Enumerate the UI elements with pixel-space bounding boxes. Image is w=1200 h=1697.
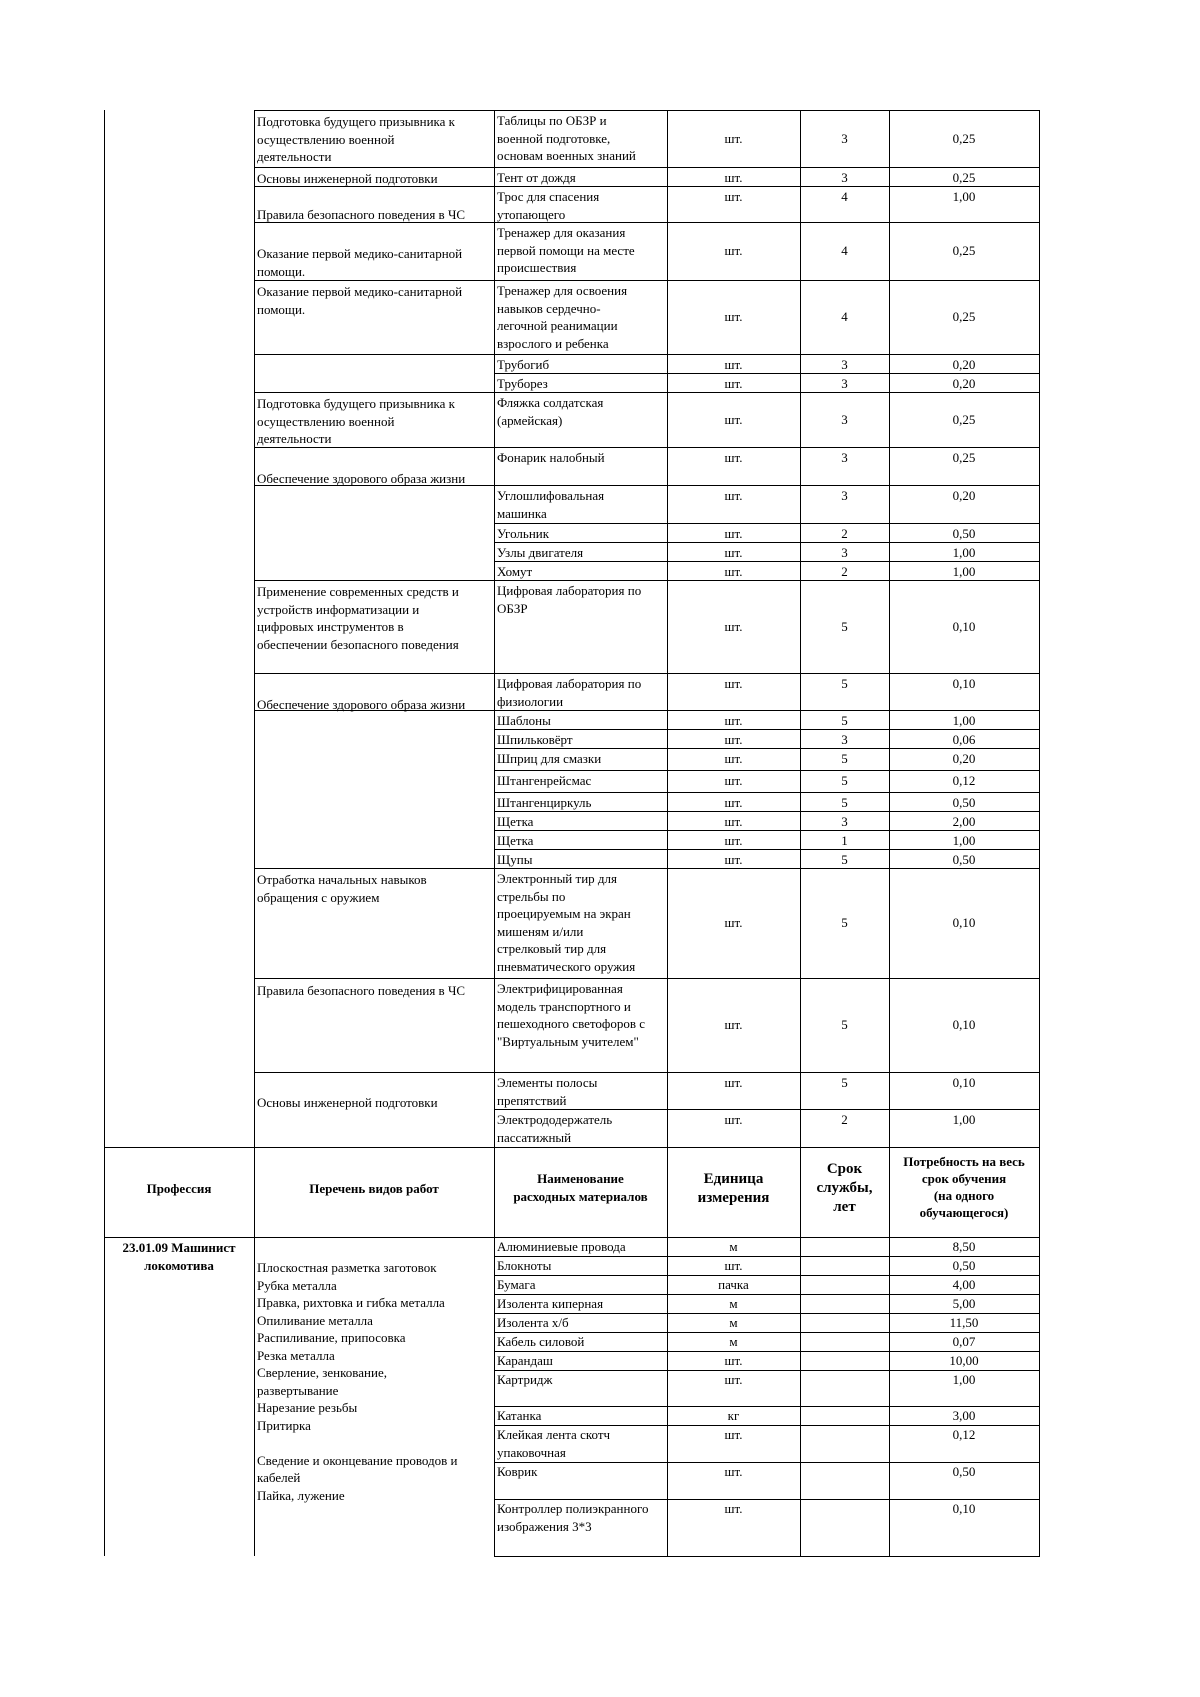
grid-line bbox=[254, 1072, 1040, 1073]
life-cell: 5 bbox=[841, 795, 848, 810]
unit-cell: шт. bbox=[724, 376, 743, 391]
work-cell: Основы инженерной подготовки bbox=[257, 171, 438, 186]
material-cell: Фляжка солдатская (армейская) bbox=[497, 395, 604, 428]
unit-cell: шт. bbox=[724, 450, 743, 465]
need-cell: 0,20 bbox=[952, 488, 976, 503]
unit-cell: шт. bbox=[724, 852, 743, 867]
need-cell: 8,50 bbox=[952, 1239, 976, 1254]
need-cell: 1,00 bbox=[952, 1112, 976, 1127]
material-cell: Фонарик налобный bbox=[497, 450, 605, 465]
grid-line bbox=[254, 354, 1040, 355]
life-cell: 4 bbox=[841, 309, 848, 324]
life-cell: 2 bbox=[841, 1112, 848, 1127]
need-cell: 1,00 bbox=[952, 189, 976, 204]
need-cell: 0,25 bbox=[952, 170, 976, 185]
material-cell: Изолента киперная bbox=[497, 1296, 604, 1311]
need-cell: 0,50 bbox=[952, 1464, 976, 1479]
work-cell: Обеспечение здорового образа жизни bbox=[257, 471, 466, 486]
grid-line bbox=[254, 110, 1040, 111]
grid-line bbox=[104, 110, 105, 1556]
unit-cell: шт. bbox=[724, 676, 743, 691]
unit-cell: шт. bbox=[724, 309, 743, 324]
header-need: Потребность на весь срок обучения (на одного обучающегося) bbox=[903, 1154, 1025, 1220]
material-cell: Труборез bbox=[497, 376, 548, 391]
material-cell: Изолента х/б bbox=[497, 1315, 569, 1330]
material-cell: Тренажер для освоения навыков сердечно- легочной реанимации взрослого и ребенка bbox=[497, 283, 628, 351]
material-cell: Щетка bbox=[497, 833, 534, 848]
works-list: Плоскостная разметка заготовок Рубка металла Правка, рихтовка и гибка металла Опиливание металла Распиливание, припосовка Резка металла Сверление, зенкование, развертывание Нарезание резьбы Притирка Сведение и оконцевание проводов и кабелей Пайка, лужение bbox=[257, 1260, 458, 1503]
unit-cell: шт. bbox=[724, 713, 743, 728]
header-works: Перечень видов работ bbox=[309, 1181, 439, 1196]
material-cell: Цифровая лаборатория по физиологии bbox=[497, 676, 642, 709]
material-cell: Алюминиевые провода bbox=[497, 1239, 626, 1254]
need-cell: 0,50 bbox=[952, 526, 976, 541]
need-cell: 1,00 bbox=[952, 833, 976, 848]
material-cell: Блокноты bbox=[497, 1258, 552, 1273]
need-cell: 0,50 bbox=[952, 795, 976, 810]
material-cell: Электрифицированная модель транспортного и пешеходного светофоров с "Виртуальным учителем" bbox=[497, 981, 645, 1049]
unit-cell: шт. bbox=[724, 412, 743, 427]
need-cell: 0,12 bbox=[952, 1427, 976, 1442]
material-cell: Трос для спасения утопающего bbox=[497, 189, 600, 222]
unit-cell: шт. bbox=[724, 751, 743, 766]
unit-cell: шт. bbox=[724, 488, 743, 503]
need-cell: 0,07 bbox=[952, 1334, 976, 1349]
grid-line bbox=[104, 1147, 1040, 1148]
material-cell: Трубогиб bbox=[497, 357, 550, 372]
life-cell: 5 bbox=[841, 1075, 848, 1090]
material-cell: Щупы bbox=[497, 852, 533, 867]
need-cell: 1,00 bbox=[952, 1372, 976, 1387]
unit-cell: шт. bbox=[724, 189, 743, 204]
life-cell: 3 bbox=[841, 488, 848, 503]
life-cell: 5 bbox=[841, 713, 848, 728]
life-cell: 3 bbox=[841, 376, 848, 391]
need-cell: 0,25 bbox=[952, 131, 976, 146]
unit-cell: шт. bbox=[724, 1017, 743, 1032]
life-cell: 5 bbox=[841, 676, 848, 691]
need-cell: 0,12 bbox=[952, 773, 976, 788]
header-life: Срок службы, лет bbox=[816, 1161, 873, 1215]
material-cell: Бумага bbox=[497, 1277, 536, 1292]
unit-cell: м bbox=[729, 1239, 738, 1254]
life-cell: 3 bbox=[841, 545, 848, 560]
unit-cell: кг bbox=[727, 1408, 740, 1423]
life-cell: 3 bbox=[841, 732, 848, 747]
unit-cell: шт. bbox=[724, 619, 743, 634]
unit-cell: шт. bbox=[724, 1501, 743, 1516]
material-cell: Цифровая лаборатория по ОБЗР bbox=[497, 583, 642, 616]
material-cell: Шаблоны bbox=[497, 713, 551, 728]
material-cell: Карандаш bbox=[497, 1353, 553, 1368]
grid-line bbox=[494, 110, 495, 1147]
life-cell: 3 bbox=[841, 131, 848, 146]
unit-cell: шт. bbox=[724, 814, 743, 829]
need-cell: 0,10 bbox=[952, 915, 976, 930]
life-cell: 5 bbox=[841, 773, 848, 788]
material-cell: Штангенциркуль bbox=[497, 795, 592, 810]
grid-line bbox=[254, 978, 1040, 979]
grid-line bbox=[254, 280, 1040, 281]
material-cell: Катанка bbox=[497, 1408, 542, 1423]
material-cell: Шприц для смазки bbox=[497, 751, 602, 766]
unit-cell: м bbox=[729, 1315, 738, 1330]
grid-line bbox=[494, 770, 1040, 771]
need-cell: 0,50 bbox=[952, 1258, 976, 1273]
unit-cell: шт. bbox=[724, 243, 743, 258]
material-cell: Угольник bbox=[497, 526, 550, 541]
grid-line bbox=[254, 673, 1040, 674]
unit-cell: шт. bbox=[724, 564, 743, 579]
work-cell: Оказание первой медико-санитарной помощи. bbox=[257, 246, 463, 279]
unit-cell: шт. bbox=[724, 357, 743, 372]
material-cell: Картридж bbox=[497, 1372, 553, 1387]
header-material: Наименование расходных материалов bbox=[513, 1171, 648, 1204]
need-cell: 0,20 bbox=[952, 751, 976, 766]
life-cell: 3 bbox=[841, 170, 848, 185]
work-cell: Основы инженерной подготовки bbox=[257, 1095, 438, 1110]
grid-line bbox=[1039, 110, 1040, 1556]
work-cell: Подготовка будущего призывника к осуществлению военной деятельности bbox=[257, 396, 455, 446]
need-cell: 4,00 bbox=[952, 1277, 976, 1292]
material-cell: Узлы двигателя bbox=[497, 545, 584, 560]
life-cell: 3 bbox=[841, 814, 848, 829]
unit-cell: шт. bbox=[724, 131, 743, 146]
material-cell: Тент от дождя bbox=[497, 170, 576, 185]
need-cell: 0,10 bbox=[952, 1017, 976, 1032]
need-cell: 0,20 bbox=[952, 357, 976, 372]
life-cell: 5 bbox=[841, 619, 848, 634]
work-cell: Правила безопасного поведения в ЧС bbox=[257, 983, 466, 998]
need-cell: 1,00 bbox=[952, 713, 976, 728]
need-cell: 0,10 bbox=[952, 676, 976, 691]
unit-cell: шт. bbox=[724, 170, 743, 185]
life-cell: 1 bbox=[841, 833, 848, 848]
need-cell: 1,00 bbox=[952, 545, 976, 560]
work-cell: Подготовка будущего призывника к осуществлению военной деятельности bbox=[257, 114, 455, 164]
unit-cell: шт. bbox=[724, 1258, 743, 1273]
grid-line bbox=[494, 1556, 1040, 1557]
life-cell: 3 bbox=[841, 357, 848, 372]
grid-line bbox=[494, 523, 1040, 524]
unit-cell: шт. bbox=[724, 1464, 743, 1479]
unit-cell: шт. bbox=[724, 795, 743, 810]
material-cell: Контроллер полиэкранного изображения 3*3 bbox=[497, 1501, 649, 1534]
need-cell: 0,25 bbox=[952, 412, 976, 427]
need-cell: 0,10 bbox=[952, 619, 976, 634]
work-cell: Применение современных средств и устройств информатизации и цифровых инструментов в обеспечении безопасного поведения bbox=[257, 584, 459, 652]
need-cell: 5,00 bbox=[952, 1296, 976, 1311]
material-cell: Коврик bbox=[497, 1464, 538, 1479]
need-cell: 0,10 bbox=[952, 1075, 976, 1090]
work-cell: Отработка начальных навыков обращения с оружием bbox=[257, 872, 427, 905]
work-cell: Оказание первой медико-санитарной помощи. bbox=[257, 284, 463, 317]
material-cell: Электрододержатель пассатижный bbox=[497, 1112, 613, 1145]
need-cell: 11,50 bbox=[949, 1315, 979, 1330]
work-cell: Обеспечение здорового образа жизни bbox=[257, 697, 466, 712]
grid-line bbox=[254, 167, 1040, 168]
life-cell: 5 bbox=[841, 751, 848, 766]
need-cell: 10,00 bbox=[949, 1353, 979, 1368]
material-cell: Таблицы по ОБЗР и военной подготовке, основам военных знаний bbox=[497, 113, 636, 163]
need-cell: 0,25 bbox=[952, 450, 976, 465]
material-cell: Штангенрейсмас bbox=[497, 773, 592, 788]
unit-cell: шт. bbox=[724, 1075, 743, 1090]
material-cell: Шпильковёрт bbox=[497, 732, 573, 747]
need-cell: 0,20 bbox=[952, 376, 976, 391]
need-cell: 3,00 bbox=[952, 1408, 976, 1423]
unit-cell: м bbox=[729, 1334, 738, 1349]
header-profession: Профессия bbox=[146, 1181, 212, 1196]
need-cell: 2,00 bbox=[952, 814, 976, 829]
life-cell: 5 bbox=[841, 915, 848, 930]
need-cell: 1,00 bbox=[952, 564, 976, 579]
profession-name: 23.01.09 Машинист локомотива bbox=[122, 1240, 236, 1273]
material-cell: Тренажер для оказания первой помощи на месте происшествия bbox=[497, 225, 635, 275]
need-cell: 0,25 bbox=[952, 309, 976, 324]
life-cell: 3 bbox=[841, 412, 848, 427]
header-unit: Единица измерения bbox=[697, 1171, 770, 1206]
unit-cell: м bbox=[729, 1296, 738, 1311]
need-cell: 0,25 bbox=[952, 243, 976, 258]
material-cell: Хомут bbox=[497, 564, 533, 579]
unit-cell: шт. bbox=[724, 833, 743, 848]
unit-cell: пачка bbox=[718, 1277, 749, 1292]
unit-cell: шт. bbox=[724, 1427, 743, 1442]
material-cell: Электронный тир для стрельбы по проецируемым на экран мишеням и/или стрелковый тир для пневматического оружия bbox=[497, 871, 636, 974]
need-cell: 0,10 bbox=[952, 1501, 976, 1516]
need-cell: 0,06 bbox=[952, 732, 976, 747]
life-cell: 5 bbox=[841, 852, 848, 867]
life-cell: 2 bbox=[841, 564, 848, 579]
life-cell: 3 bbox=[841, 450, 848, 465]
material-cell: Кабель силовой bbox=[497, 1334, 585, 1349]
material-cell: Углошлифовальная машинка bbox=[497, 488, 605, 521]
unit-cell: шт. bbox=[724, 545, 743, 560]
unit-cell: шт. bbox=[724, 1112, 743, 1127]
unit-cell: шт. bbox=[724, 526, 743, 541]
unit-cell: шт. bbox=[724, 773, 743, 788]
grid-line bbox=[494, 792, 1040, 793]
grid-line bbox=[494, 1109, 1040, 1110]
work-cell: Правила безопасного поведения в ЧС bbox=[257, 207, 466, 222]
need-cell: 0,50 bbox=[952, 852, 976, 867]
material-cell: Клейкая лента скотч упаковочная bbox=[497, 1427, 611, 1460]
life-cell: 5 bbox=[841, 1017, 848, 1032]
material-cell: Щетка bbox=[497, 814, 534, 829]
unit-cell: шт. bbox=[724, 1353, 743, 1368]
unit-cell: шт. bbox=[724, 732, 743, 747]
unit-cell: шт. bbox=[724, 915, 743, 930]
grid-line bbox=[254, 110, 255, 1556]
life-cell: 4 bbox=[841, 243, 848, 258]
life-cell: 4 bbox=[841, 189, 848, 204]
material-cell: Элементы полосы препятствий bbox=[497, 1075, 598, 1108]
life-cell: 2 bbox=[841, 526, 848, 541]
unit-cell: шт. bbox=[724, 1372, 743, 1387]
